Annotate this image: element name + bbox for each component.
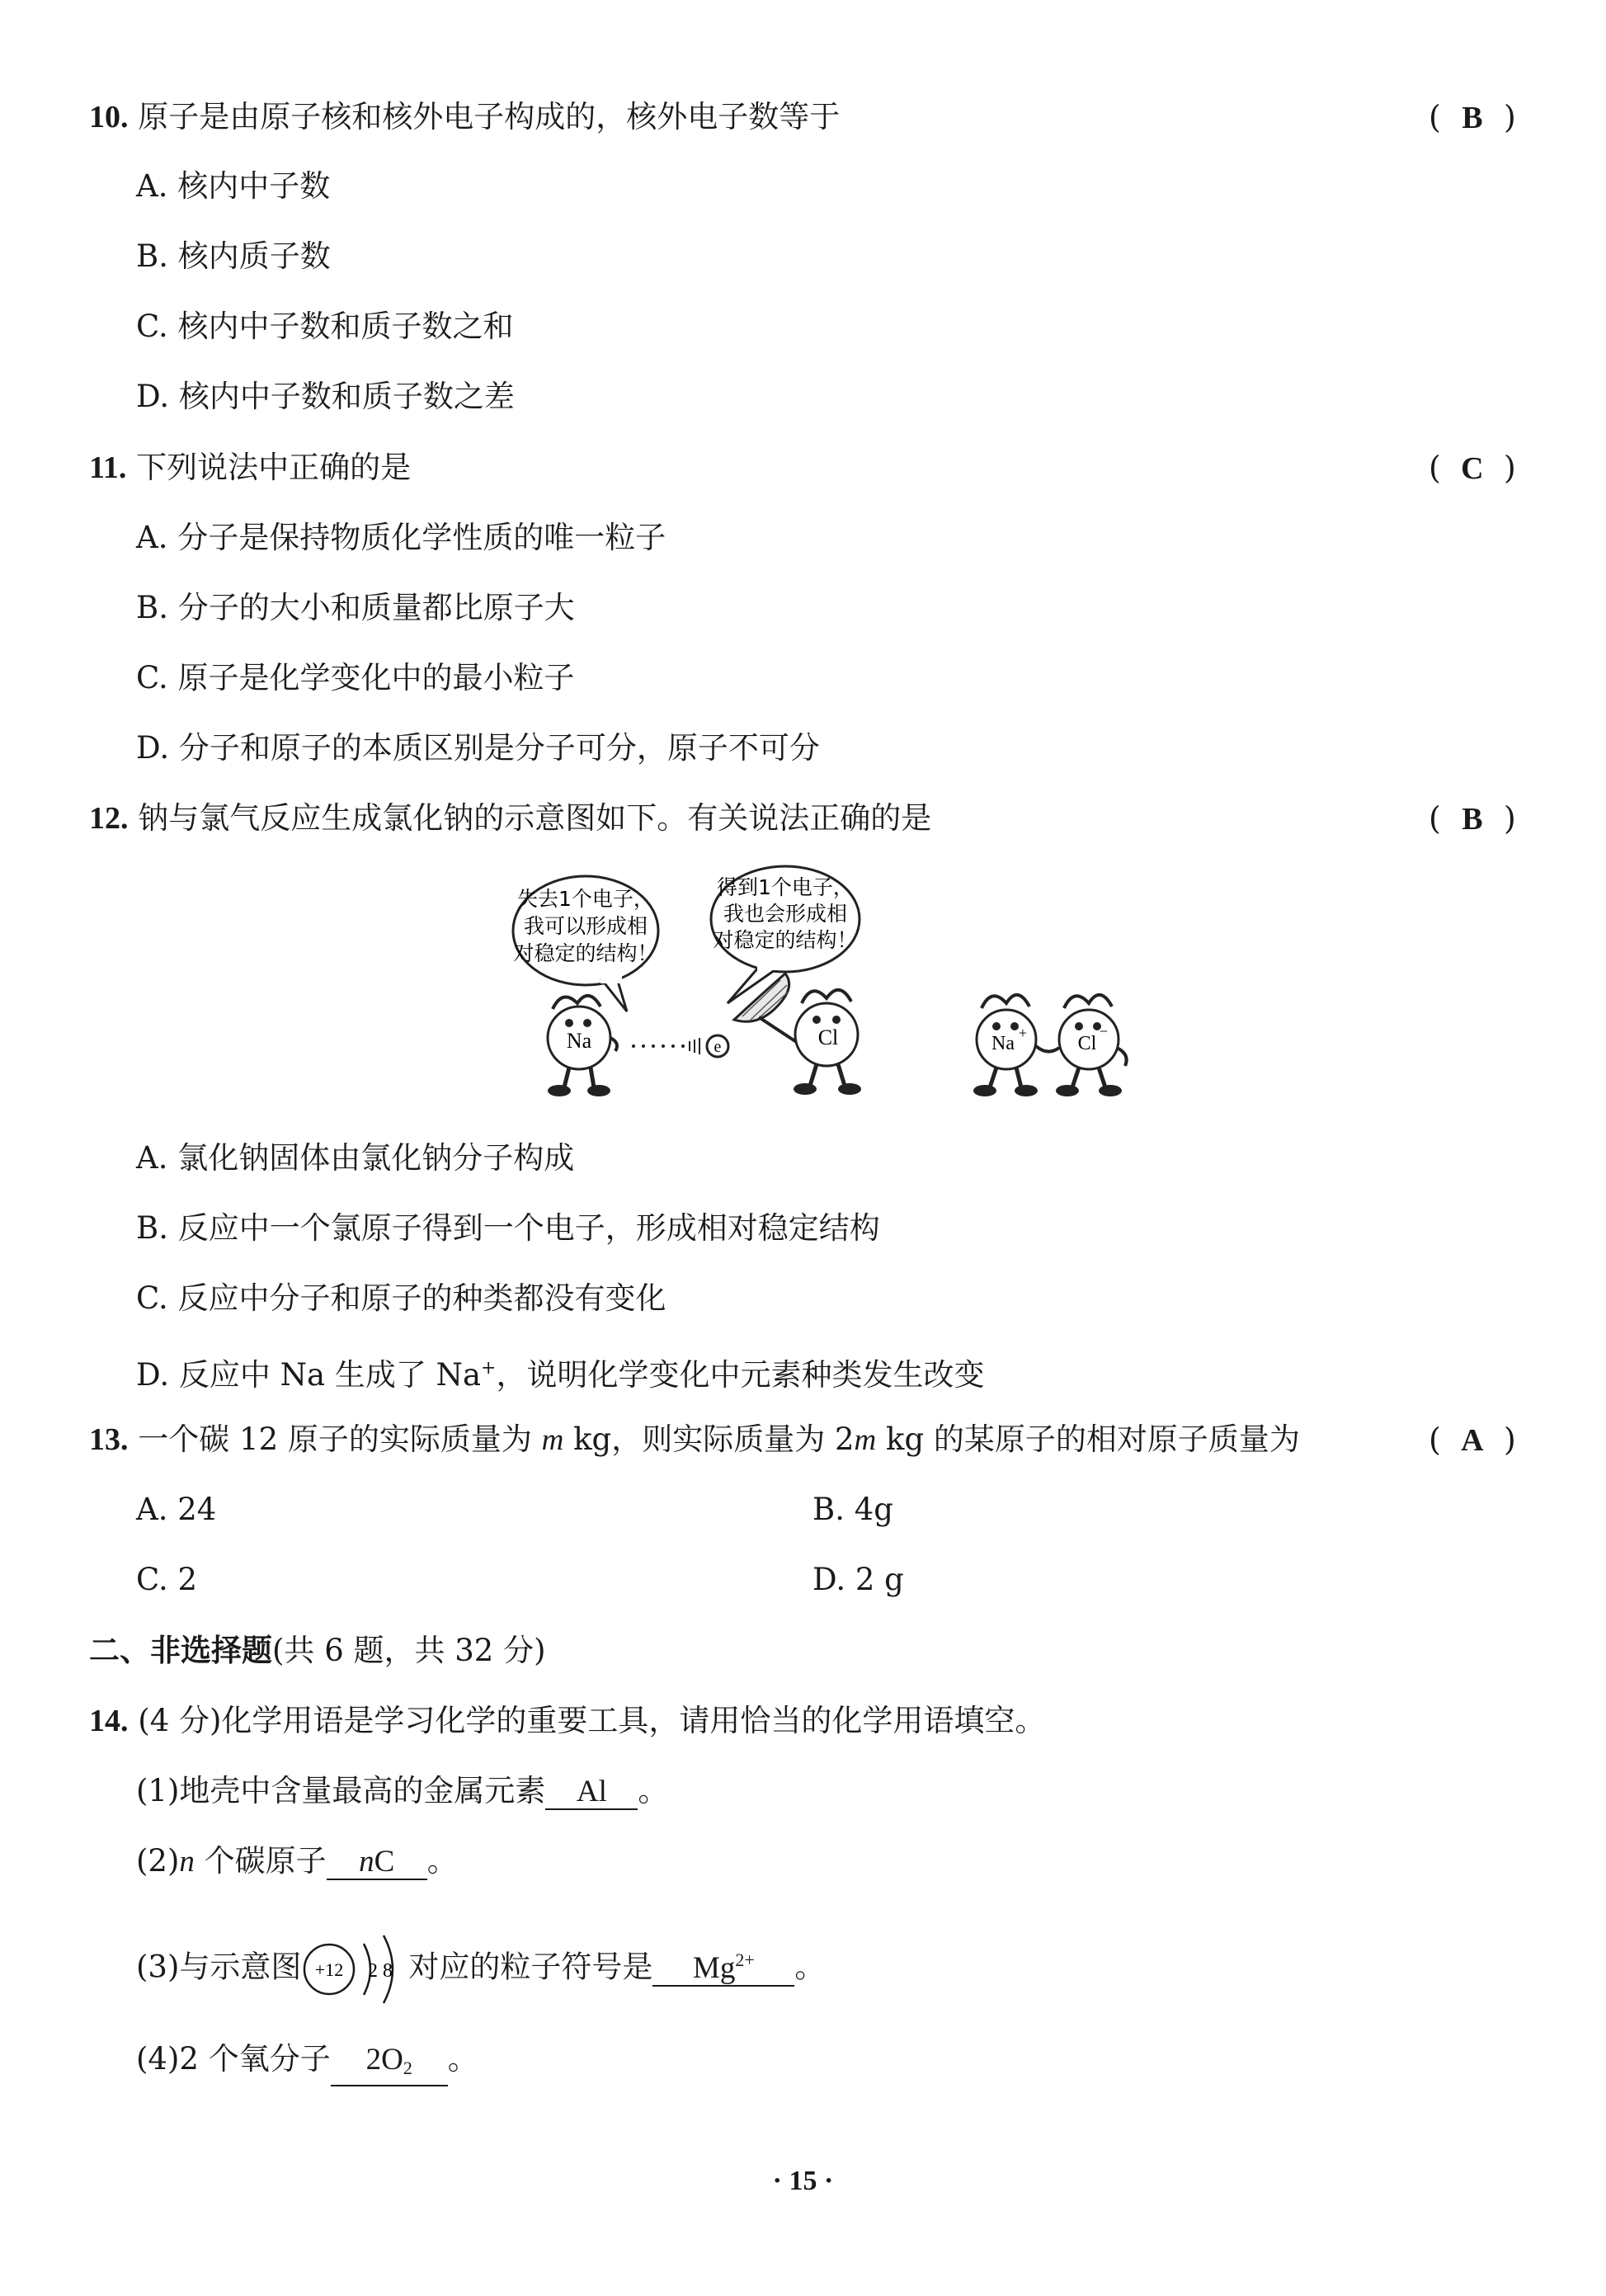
ion-na-label: Na bbox=[991, 1033, 1015, 1054]
nacl-reaction-illustration bbox=[511, 865, 1147, 1104]
q12-option-b: B. 反应中一个氯原子得到一个电子，形成相对稳定结构 bbox=[136, 1210, 880, 1246]
q12-answer: ( B ) bbox=[1429, 800, 1516, 837]
q12-option-d: D. 反应中 Na 生成了 Na+，说明化学变化中元素种类发生改变 bbox=[136, 1357, 985, 1393]
q13-option-d: D. 2 g bbox=[812, 1562, 904, 1597]
nucleus-charge-label: +12 bbox=[315, 1959, 344, 1980]
q14-part-3: (3)与示意图 +12 2 8 对应的粒子符号是 $Mg^{2+}$ 。 bbox=[136, 1932, 825, 2006]
bubble-cl-line-2: 我也会形成相 bbox=[723, 902, 848, 926]
q13-option-b: B. 4g bbox=[812, 1492, 893, 1527]
q13-answer: ( A ) bbox=[1429, 1421, 1516, 1458]
electron bbox=[707, 1035, 728, 1057]
q11-option-b: B. 分子的大小和质量都比原子大 bbox=[136, 590, 575, 625]
bubble-cl-line-1: 得到1个电子， bbox=[717, 875, 854, 899]
magnesium-ion-structure-diagram bbox=[301, 1932, 408, 2006]
q12-option-c: C. 反应中分子和原子的种类都没有变化 bbox=[136, 1280, 666, 1316]
speech-bubble-na bbox=[513, 876, 658, 1011]
q11-stem: 11. 下列说法中正确的是 bbox=[89, 450, 412, 485]
q14-answer-4: $2O_2$ bbox=[331, 2044, 448, 2086]
bubble-na-line-1: 失去1个电子， bbox=[517, 887, 654, 911]
q12-stem: 12. 钠与氯气反应生成氯化钠的示意图如下。有关说法正确的是 bbox=[89, 800, 932, 836]
q11-option-a: A. 分子是保持物质化学性质的唯一粒子 bbox=[136, 520, 666, 555]
sodium-ion-character bbox=[973, 995, 1059, 1096]
electron-label: e bbox=[714, 1038, 722, 1056]
page-number: · 15 · bbox=[772, 2166, 834, 2196]
q10-answer: ( B ) bbox=[1429, 99, 1516, 135]
ion-cl-label: Cl bbox=[1077, 1033, 1097, 1054]
sodium-atom-character bbox=[548, 996, 617, 1096]
q10-option-c: C. 核内中子数和质子数之和 bbox=[136, 309, 514, 344]
q14-answer-3: $Mg^{2+}$ bbox=[652, 1944, 794, 1987]
q12-option-a: A. 氯化钠固体由氯化钠分子构成 bbox=[136, 1140, 575, 1176]
q11-option-c: C. 原子是化学变化中的最小粒子 bbox=[136, 660, 575, 695]
q10-stem: 10. 原子是由原子核和核外电子构成的，核外电子数等于 bbox=[89, 99, 841, 134]
q10-option-d: D. 核内中子数和质子数之差 bbox=[136, 379, 515, 414]
electron-trail bbox=[632, 1038, 699, 1054]
q13-option-c: C. 2 bbox=[136, 1562, 198, 1597]
q14-part-1: (1)地壳中含量最高的金属元素 Al 。 bbox=[136, 1773, 669, 1808]
q13-option-a: A. 24 bbox=[136, 1492, 217, 1527]
ion-na-charge: + bbox=[1018, 1025, 1028, 1041]
q14-part-2: (2)n 个碳原子 nC 。 bbox=[136, 1843, 458, 1879]
bubble-cl-line-3: 对稳定的结构！ bbox=[713, 928, 858, 952]
atom-cl-label: Cl bbox=[817, 1025, 839, 1049]
section-heading: 二、非选择题(共 6 题，共 32 分) bbox=[89, 1632, 546, 1668]
electron-shell-counts: 2 8 bbox=[368, 1960, 393, 1982]
atom-na-label: Na bbox=[566, 1029, 592, 1053]
q11-answer: ( C ) bbox=[1429, 450, 1516, 486]
bubble-na-line-3: 对稳定的结构！ bbox=[513, 941, 658, 965]
q10-option-a: A. 核内中子数 bbox=[136, 168, 331, 204]
q14-part-4: (4)2 个氧分子 $2O_2$ 。 bbox=[136, 2039, 478, 2086]
q13-stem: 13. 一个碳 12 原子的实际质量为 m kg，则实际质量为 2m kg 的某原子的相对原子质量为 bbox=[89, 1421, 1300, 1457]
ion-cl-charge: − bbox=[1099, 1023, 1109, 1040]
chlorine-atom-character bbox=[794, 990, 861, 1095]
q14-answer-2: nC bbox=[327, 1846, 427, 1880]
q10-option-b: B. 核内质子数 bbox=[136, 238, 331, 274]
q14-answer-1: Al bbox=[545, 1775, 638, 1810]
q14-stem: 14. (4 分)化学用语是学习化学的重要工具，请用恰当的化学用语填空。 bbox=[89, 1703, 1046, 1738]
bubble-na-line-2: 我可以形成相 bbox=[523, 914, 648, 938]
chloride-ion-character bbox=[1056, 995, 1127, 1096]
q11-option-d: D. 分子和原子的本质区别是分子可分，原子不可分 bbox=[136, 730, 820, 766]
